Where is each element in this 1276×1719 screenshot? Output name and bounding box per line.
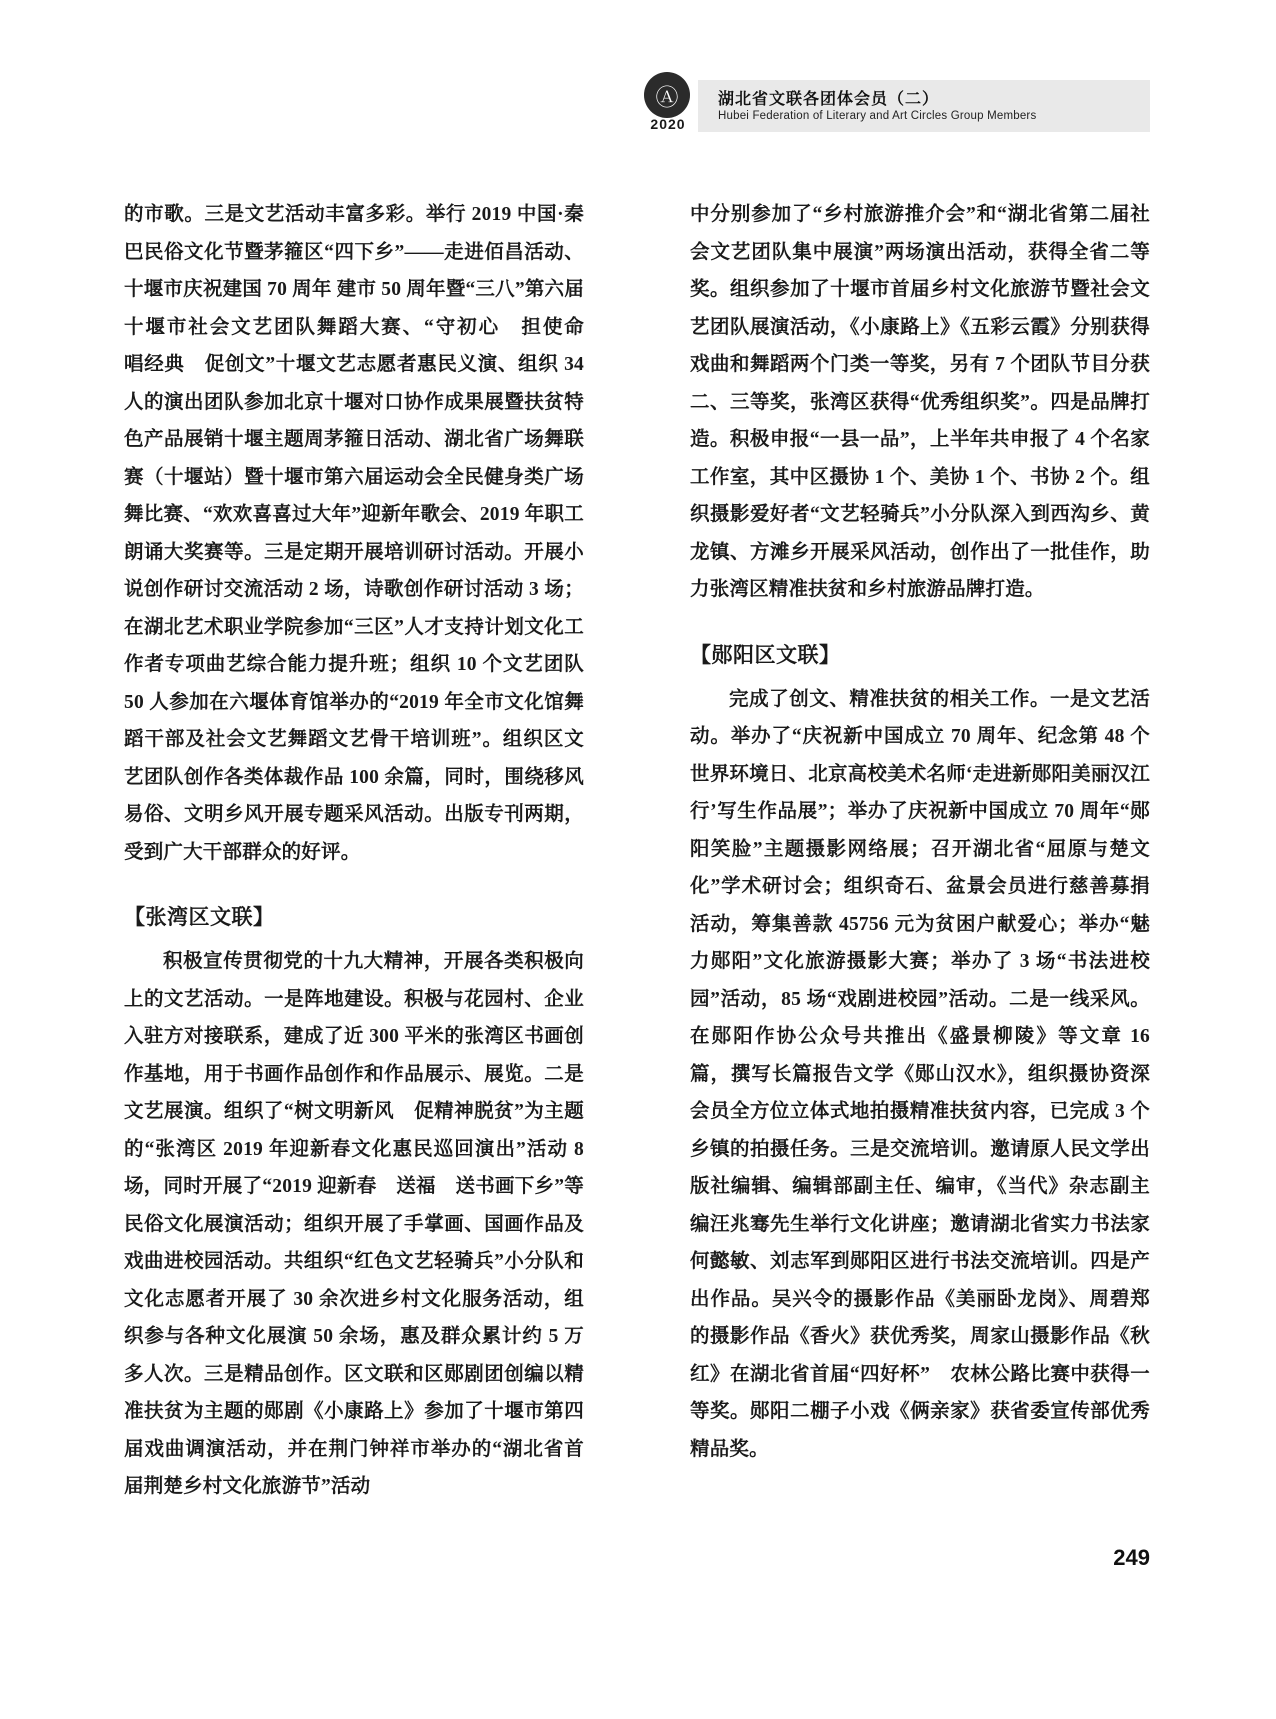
left-paragraph-1: 的市歌。三是文艺活动丰富多彩。举行 2019 中国·秦巴民俗文化节暨茅箍区“四下乡”——走进佰昌活动、十堰市庆祝建国 70 周年 建市 50 周年暨“三八”第六届十堰市社会文艺团队舞蹈大赛、“守初心 担使命 唱经典 促创文”十堰文艺志愿者惠民义演、组织 34 人的演出团队参加北京十堰对口协作成果展暨扶贫特色产品展销十堰主题周茅箍日活动、湖北省广场舞联赛（十堰站）暨十堰市第六届运动会全民健身类广场舞比赛、“欢欢喜喜过大年”迎新年歌会、2019 年职工朗诵大奖赛等。三是定期开展培训研讨活动。开展小说创作研讨交流活动 2 场，诗歌创作研讨活动 3 场；在湖北艺术职业学院参加“三区”人才支持计划文化工作者专项曲艺综合能力提升班；组织 10 个文艺团队 50 人参加在六堰体育馆举办的“2019 年全市文化馆舞蹈干部及社会文艺舞蹈文艺骨干培训班”。组织区文艺团队创作各类体裁作品 100 余篇，同时，围绕移风易俗、文明乡风开展专题采风活动。出版专刊两期，受到广大干部群众的好评。 — [124, 204, 604, 863]
right-paragraph-2: 完成了创文、精准扶贫的相关工作。一是文艺活动。举办了“庆祝新中国成立 70 周年、纪念第 48 个世界环境日、北京高校美术名师‘走进新郧阳美丽汉江行’写生作品展”；举办了庆祝新中国成立 70 周年“郧阳笑脸”主题摄影网络展；召开湖北省“屈原与楚文化”学术研讨会；组织奇石、盆景会员进行慈善募捐活动，筹集善款 45756 元为贫困户献爱心；举办“魅力郧阳”文化旅游摄影大赛；举办了 3 场“书法进校园”活动，85 场“戏剧进校园”活动。二是一线采风。在郧阳作协公众号共推出《盛景柳陵》等文章 16 篇，撰写长篇报告文学《郧山汉水》，组织摄协资深会员全方位立体式地拍摄精准扶贫内容，已完成 3 个乡镇的拍摄任务。三是交流培训。邀请原人民文学出版社编辑、编辑部副主任、编审，《当代》杂志副主编汪兆骞先生举行文化讲座；邀请湖北省实力书法家何懿敏、刘志军到郧阳区进行书法交流培训。四是产出作品。吴兴令的摄影作品《美丽卧龙岗》、周碧郑的摄影作品《香火》获优秀奖，周家山摄影作品《秋红》在湖北省首届“四好杯” 农林公路比赛中获得一等奖。郧阳二棚子小戏《俩亲家》获省委宣传部优秀精品奖。 — [690, 688, 1150, 1460]
right-column — [690, 196, 1150, 1468]
section-heading-zhangwan: 【张湾区文联】 — [124, 905, 275, 929]
header-title-chinese: 湖北省文联各团体会员（二） — [718, 91, 940, 108]
logo-circle-icon — [644, 72, 690, 118]
page-body — [0, 196, 1276, 1516]
header-title-english: Hubei Federation of Literary and Art Circles Group Members — [718, 110, 1037, 122]
page-header — [620, 72, 1150, 132]
right-paragraph-1: 中分别参加了“乡村旅游推介会”和“湖北省第二届社会文艺团队集中展演”两场演出活动，获得全省二等奖。组织参加了十堰市首届乡村文化旅游节暨社会文艺团队展演活动，《小康路上》《五彩云霞》分别获得戏曲和舞蹈两个门类一等奖，另有 7 个团队节目分获二、三等奖，张湾区获得“优秀组织奖”。四是品牌打造。积极申报“一县一品”，上半年共申报了 4 个名家工作室，其中区摄协 1 个、美协 1 个、书协 2 个。组织摄影爱好者“文艺轻骑兵”小分队深入到西沟乡、黄龙镇、方滩乡开展采风活动，创作出了一批佳作，助力张湾区精准扶贫和乡村旅游品牌打造。 — [690, 204, 1150, 600]
publication-logo — [638, 72, 698, 132]
section-heading-yunyang: 【郧阳区文联】 — [690, 642, 841, 667]
page-number: 249 — [1113, 1545, 1150, 1570]
logo-year: 2020 — [650, 116, 686, 132]
logo-glyph-icon: Ⓐ — [655, 84, 679, 111]
left-column — [124, 196, 604, 1506]
left-paragraph-2: 积极宣传贯彻党的十九大精神，开展各类积极向上的文艺活动。一是阵地建设。积极与花园村、企业入驻方对接联系，建成了近 300 平米的张湾区书画创作基地，用于书画作品创作和作品展示、展览。二是文艺展演。组织了“树文明新风 促精神脱贫”为主题的“张湾区 2019 年迎新春文化惠民巡回演出”活动 8 场，同时开展了“2019 迎新春 送福 送书画下乡”等民俗文化展演活动；组织开展了手掌画、国画作品及戏曲进校园活动。共组织“红色文艺轻骑兵”小分队和文化志愿者开展了 30 余次进乡村文化服务活动，组织参与各种文化展演 50 余场，惠及群众累计约 5 万多人次。三是精品创作。区文联和区郧剧团创编以精准扶贫为主题的郧剧《小康路上》参加了十堰市第四届戏曲调演活动，并在荆门钟祥市举办的“湖北省首届荆楚乡村文化旅游节”活动 — [124, 951, 584, 1497]
